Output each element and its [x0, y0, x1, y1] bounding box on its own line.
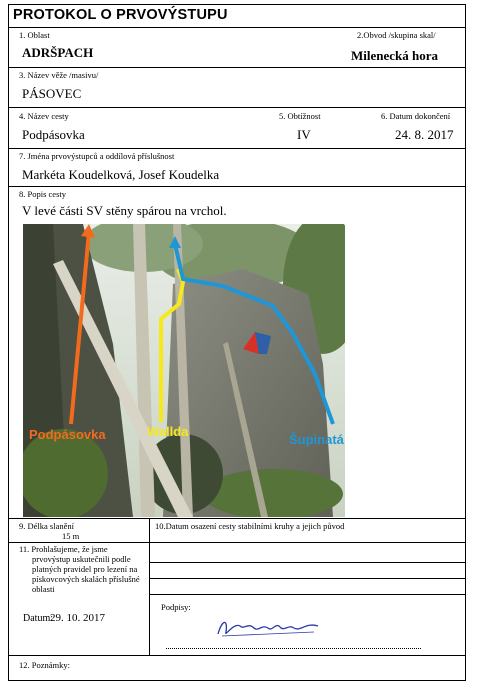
prohlaseni-line-1: prvovýstup uskutečnili podle — [32, 554, 131, 564]
prohlaseni-line-4: oblasti — [32, 584, 55, 594]
popis-label: 8. Popis cesty — [19, 189, 66, 199]
jmena-label: 7. Jména prvovýstupců a oddílová příslušnost — [19, 151, 175, 161]
route-label-wallda: Wallda — [147, 424, 189, 439]
route-label-supinata: Šupinatá — [289, 432, 344, 447]
nazev-cesty-label: 4. Název cesty — [19, 111, 69, 121]
oblast-value: ADRŠPACH — [22, 45, 94, 60]
datum-osazeni-label: 10.Datum osazení cesty stabilními kruhy a jejich původ — [155, 521, 345, 531]
poznamky-label: 12. Poznámky: — [19, 660, 70, 670]
obvod-value: Milenecká hora — [351, 48, 439, 63]
popis-value: V levé části SV stěny spárou na vrchol. — [22, 203, 227, 218]
obtiznost-label: 5. Obtížnost — [279, 111, 321, 121]
datum-dokonceni-value: 24. 8. 2017 — [395, 127, 454, 142]
nazev-cesty-value: Podpásovka — [22, 127, 85, 142]
nazev-veze-value: PÁSOVEC — [22, 86, 82, 101]
nazev-veze-label: 3. Název věže /masivu/ — [19, 70, 99, 80]
delka-slaneni-value: 15 m — [62, 531, 80, 541]
datum-label: Datum: — [23, 613, 53, 624]
protocol-form — [8, 4, 466, 681]
route-label-podpasovka: Podpásovka — [29, 427, 106, 442]
datum-value: 29. 10. 2017 — [50, 612, 105, 624]
prohlaseni-line-2: platných pravidel pro lezení na — [32, 564, 138, 574]
podpisy-label: Podpisy: — [161, 602, 191, 612]
prohlaseni-label: 11. Prohlašujeme, že jsme — [19, 544, 108, 554]
prohlaseni-line-3: pískovcových skalách příslušné — [32, 574, 140, 584]
obvod-label: 2.Obvod /skupina skal/ — [357, 30, 436, 40]
signature-image — [214, 612, 324, 647]
datum-dokonceni-label: 6. Datum dokončení — [381, 111, 451, 121]
oblast-label: 1. Oblast — [19, 30, 50, 40]
obtiznost-value: IV — [297, 127, 311, 142]
jmena-value: Markéta Koudelková, Josef Koudelka — [22, 167, 220, 182]
form-title: PROTOKOL O PRVOVÝSTUPU — [13, 7, 228, 23]
delka-slaneni-label: 9. Délka slanění — [19, 521, 74, 531]
route-photo — [23, 224, 345, 517]
